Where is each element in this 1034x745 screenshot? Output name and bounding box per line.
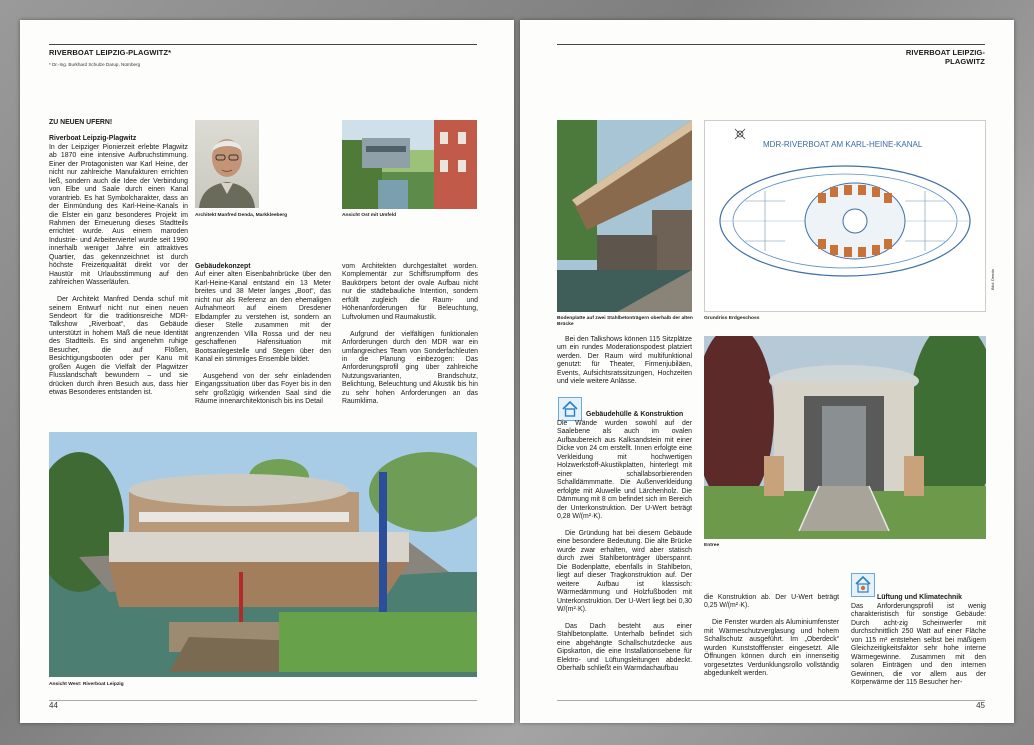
running-header: RIVERBOAT LEIPZIG-PLAGWITZ	[905, 48, 985, 66]
right-text-column-1b	[557, 420, 692, 682]
concept-heading: Gebäudekonzept	[195, 263, 251, 270]
author-footnote: * Dr.-Ing. Burkhard Schulze Darup, Nürnberg	[49, 62, 141, 67]
intro-heading: Riverboat Leipzig-Plagwitz	[49, 135, 137, 143]
entrance-paragraph: Ausgehend von der sehr einladenden Eingangssituation über das Foyer bis in den sehr großzügig wirkenden Saal sind die Räume innenarchitektonisch bis ins Detail	[195, 372, 331, 406]
east-view-caption: Ansicht Ost mit Umfeld	[342, 213, 397, 218]
intro-paragraph: In der Leipziger Pionierzeit erlebte Plagwitz ab 1870 eine intensive Aufbruchstimmung. Einer der Protagonisten war Karl Heine, der nicht nur zahlreiche Manufakturen errichten ließ, sondern auch die Idee der Verbindung von Elbe und Saale durch einen Kanal vorantrieb. Es hat Symbolcharakter, dass an der Einmündung des Karl-Heine-Kanals in die Elster ein ganz besonderes Projekt im Rahmen der Erneuerung dieses Stadtteils errichtet wurde. Aus einem maroden Industrie- und Arbeiterviertel wurde seit 1990 innerhalb weniger Jahre ein attraktives Quartier, das gekennzeichnet ist durch höchste Freizeitqualität direkt vor der Haustür mit Urlaubsstimmung auf den zahlreichen Wasserläufen.	[49, 143, 188, 287]
seating-paragraph: Bei den Talkshows können 115 Sitzplätze um ein rundes Moderationspodest platziert werden. Der Raum wird multifunktional genutzt: für Theater, Firmenjubiläen, Events, Aufsichtsratssitzungen, Hochzeiten und viele weitere Anlässe.	[557, 336, 692, 386]
design-paragraph: vom Architekten durchgestaltet worden. Komplementär zur Schiffsrumpfform des Baukörpers betont der ovale Aufbau nicht nur die städtebauliche Intention, sondern erfüllt zugleich die Raum- und Höhenanforderungen für Beleuchtung, Luftvolumen und Raumakustik.	[342, 263, 478, 321]
architect-paragraph: Der Architekt Manfred Denda schuf mit seinem Entwurf nicht nur einen neuen Sendeort für die traditionsreiche MDR-Talkshow „Riverboat“, das Gebäude unterstützt in hohem Maß die neue Identität des Stadtteils. Es sind angenehm ruhige Besucher, die auf Flößen, Besichtigungsbooten oder per Kanu mit großen Augen die Vielfalt der Plagwitzer Flusslandschaft bewundern – und sie drücken durch ihren Besuch aus, dass hier etwas Besonderes entstanden ist.	[49, 296, 188, 397]
right-text-column-3	[851, 603, 986, 696]
text-column-2	[195, 263, 331, 415]
bridge-caption: Bodenplatte auf zwei Stahlbetonträgern oberhalb der alten Brücke	[557, 316, 693, 327]
text-column-1	[49, 119, 188, 406]
west-view-photo	[49, 432, 477, 677]
ventilation-icon	[851, 573, 875, 597]
header-rule	[557, 44, 985, 45]
foundation-paragraph: Die Gründung hat bei diesem Gebäude eine besondere Bedeutung. Die alte Brücke wurde zwar erhalten, wird aber statisch durch zwei Stahlbetonträger überspannt. Die Bodenplatte, ebenfalls in Stahlbeton, liegt auf dieser Tragkonstruktion auf. Der weitere Aufbau ist klassisch: Wärmedämmung und Holzfußboden mit Unterkonstruktion. Der U-Wert liegt bei 0,30 W/(m²·K).	[557, 529, 692, 613]
entrance-caption: Entree	[704, 543, 720, 548]
west-view-caption: Ansicht West: Riverboat Leipzig	[49, 682, 124, 687]
page-number-left: 44	[49, 701, 58, 710]
bridge-photo	[557, 120, 692, 312]
walls-paragraph: Die Wände wurden sowohl auf der Saalebene als auch im ovalen Aufbaubereich aus Kalksandstein mit einer Dicke von 24 cm erstellt. Innen erfolgte eine Verkleidung mit hochwertigen Holzwerkstoff-Akustikplatten, hinterlegt mit einer schallabsorbierenden Schalldämmmatte. Die Außenverkleidung erfolgte mit Aluwelle und Lärchenholz. Die Dämmung mit 8 cm befindet sich im Bereich der Unterkonstruktion. Der U-Wert beträgt 0,28 W/(m²·K).	[557, 420, 692, 520]
envelope-heading: Gebäudehülle & Konstruktion	[586, 411, 684, 418]
windows-paragraph: Die Fenster wurden als Aluminiumfenster mit Wärmeschutzverglasung und hohem Schallschutz ausgeführt. Im „Oberdeck“ wurden Kunststofffenster eingesetzt. Alle Öffnungen können durch ein innenseitig vorgesetztes Verdunklungsrollo vollständig abgedunkelt werden.	[704, 619, 839, 678]
header-rule	[49, 44, 477, 45]
right-text-column-2	[704, 594, 839, 687]
floor-plan-drawing	[704, 120, 986, 312]
right-text-column-1	[557, 336, 692, 395]
uvalue-paragraph: die Konstruktion ab. Der U-Wert beträgt 0,25 W/(m²·K).	[704, 594, 839, 610]
page-number-right: 45	[976, 701, 985, 710]
entrance-photo	[704, 336, 986, 539]
right-page	[520, 20, 1014, 723]
section-title: ZU NEUEN UFERN!	[49, 119, 113, 126]
requirements-paragraph: Aufgrund der vielfältigen funktionalen Anforderungen durch den MDR war ein umfangreiches Team von Sonderfachleuten in die Planung einbezogen: Das Anforderungsprofil ging über zahlreiche Nutzungsvarianten, Brandschutz, Belichtung, Beleuchtung und Akustik bis hin zu sehr hohen Anforderungen an das Raumklima.	[342, 330, 478, 406]
left-page	[20, 20, 514, 723]
house-icon	[558, 397, 582, 421]
roof-paragraph: Das Dach besteht aus einer Stahlbetonplatte. Unterhalb befindet sich eine abgehängte Schallschutzdecke aus Gipskarton, die eine Installationsebene für Elektro- und Lüftungsleitungen abdeckt. Oberhalb schließt ein Warmdachaufbau	[557, 622, 692, 673]
east-view-photo	[342, 120, 477, 209]
footer-rule	[49, 700, 477, 701]
footer-rule	[557, 700, 985, 701]
photo-credit: Bild: Denda	[990, 269, 995, 290]
plan-caption: Grundriss Erdgeschoss	[704, 316, 760, 321]
ventilation-paragraph: Das Anforderungsprofil ist wenig charakteristisch für sonstige Gebäude: Durch acht-zig Scheinwerfer mit durchschnittlich 250 Watt auf einer Fläche von 115 m² entstehen selbst bei mäßigem Gleichzeitigkeitsfaktor sehr hohe interne Wärmegewinne. Zusammen mit den solaren Einträgen und den internen Gewinnen, die vor allem aus der Körperwärme der 115 Besucher her-	[851, 603, 986, 687]
text-column-3	[342, 263, 478, 415]
ventilation-heading: Lüftung und Klimatechnik	[877, 594, 962, 601]
running-header: RIVERBOAT LEIPZIG-PLAGWITZ*	[49, 48, 172, 57]
concept-paragraph: Auf einer alten Eisenbahnbrücke über den Karl-Heine-Kanal entstand ein 13 Meter breites und 38 Meter langes „Boot“, das nicht nur als Referenz an den ehemaligen Aufnahmeort auf einem Dresdener Elbdampfer zu verstehen ist, sondern an dieser Stelle zusammen mit der angrenzenden Villa Rossa und der neu geschaffenen Hafensituation mit Bootsanlegestelle und Stegen über den Kanal ein stimmiges Ensemble bildet.	[195, 271, 331, 363]
plan-label: MDR-RIVERBOAT AM KARL-HEINE-KANAL	[763, 140, 923, 149]
architect-caption: Architekt Manfred Denda, Markkleeberg	[195, 213, 288, 218]
architect-portrait	[195, 120, 259, 208]
